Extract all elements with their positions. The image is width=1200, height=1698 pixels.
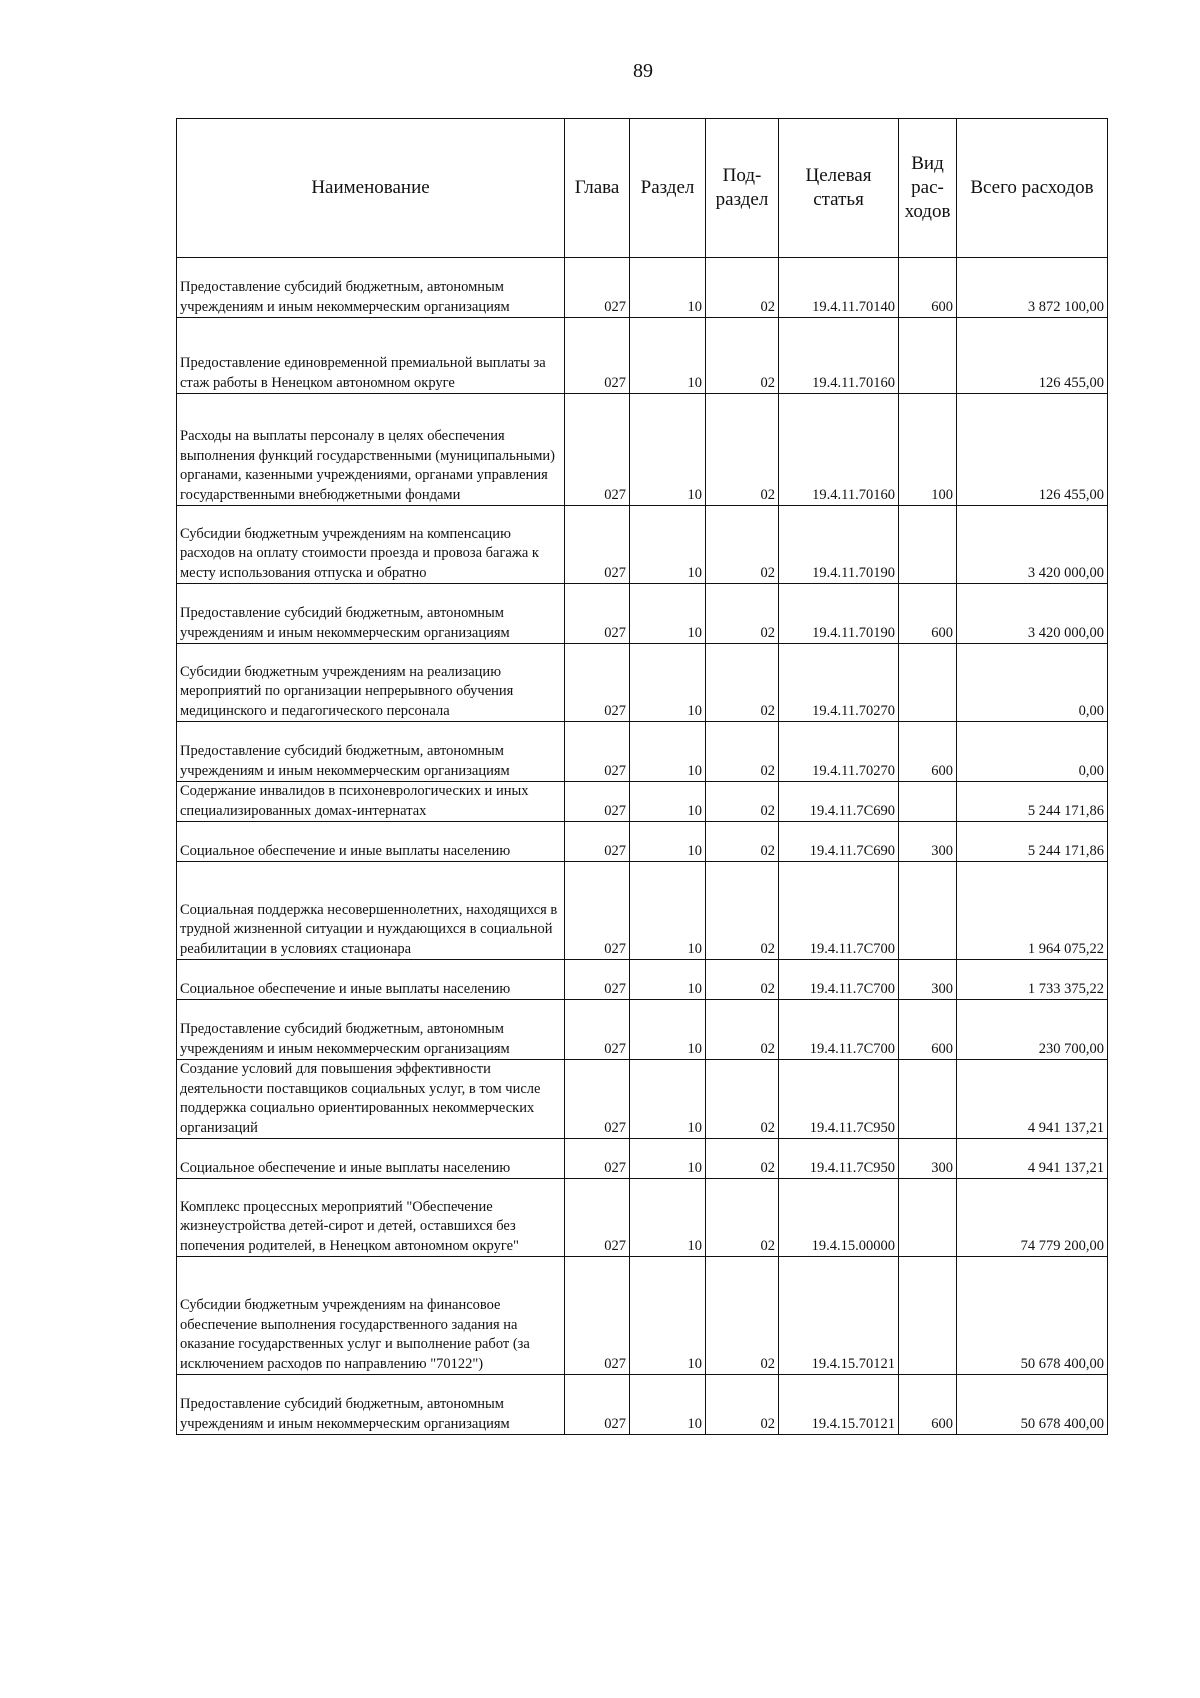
table-row bbox=[177, 1060, 1108, 1139]
cell-chapter: 027 bbox=[565, 1139, 630, 1179]
cell-expense-type: 100 bbox=[899, 394, 957, 506]
cell-section: 10 bbox=[630, 960, 706, 1000]
cell-chapter: 027 bbox=[565, 782, 630, 822]
header-chapter: Глава bbox=[565, 119, 630, 258]
header-total: Всего расходов bbox=[957, 119, 1108, 258]
cell-name: Содержание инвалидов в психоневрологических и иных специализированных домах-интернатах bbox=[177, 782, 565, 822]
cell-total: 4 941 137,21 bbox=[957, 1139, 1108, 1179]
cell-target-article: 19.4.11.70160 bbox=[779, 318, 899, 394]
cell-subsection: 02 bbox=[706, 258, 779, 318]
cell-target-article: 19.4.11.70190 bbox=[779, 506, 899, 584]
cell-name: Субсидии бюджетным учреждениям на финансовое обеспечение выполнения государственного задания на оказание государственных услуг и выполнение работ (за исключением расходов по направлению "70122") bbox=[177, 1257, 565, 1375]
cell-name: Предоставление субсидий бюджетным, автономным учреждениям и иным некоммерческим организациям bbox=[177, 258, 565, 318]
cell-section: 10 bbox=[630, 862, 706, 960]
cell-chapter: 027 bbox=[565, 258, 630, 318]
cell-section: 10 bbox=[630, 394, 706, 506]
table-row bbox=[177, 1139, 1108, 1179]
cell-expense-type: 600 bbox=[899, 722, 957, 782]
header-subsection: Под- раздел bbox=[706, 119, 779, 258]
cell-target-article: 19.4.11.70160 bbox=[779, 394, 899, 506]
table-row bbox=[177, 584, 1108, 644]
cell-target-article: 19.4.11.70270 bbox=[779, 722, 899, 782]
cell-total: 230 700,00 bbox=[957, 1000, 1108, 1060]
cell-total: 5 244 171,86 bbox=[957, 782, 1108, 822]
cell-chapter: 027 bbox=[565, 722, 630, 782]
cell-subsection: 02 bbox=[706, 862, 779, 960]
cell-subsection: 02 bbox=[706, 782, 779, 822]
cell-target-article: 19.4.11.7С950 bbox=[779, 1139, 899, 1179]
cell-target-article: 19.4.11.7С690 bbox=[779, 782, 899, 822]
table-row bbox=[177, 1375, 1108, 1435]
header-expense-type: Вид рас- ходов bbox=[899, 119, 957, 258]
cell-chapter: 027 bbox=[565, 584, 630, 644]
cell-chapter: 027 bbox=[565, 1000, 630, 1060]
cell-total: 0,00 bbox=[957, 722, 1108, 782]
cell-section: 10 bbox=[630, 1000, 706, 1060]
cell-section: 10 bbox=[630, 1257, 706, 1375]
cell-total: 5 244 171,86 bbox=[957, 822, 1108, 862]
cell-total: 4 941 137,21 bbox=[957, 1060, 1108, 1139]
cell-name: Субсидии бюджетным учреждениям на реализацию мероприятий по организации непрерывного обучения медицинского и педагогического персонала bbox=[177, 644, 565, 722]
cell-target-article: 19.4.11.7С700 bbox=[779, 862, 899, 960]
cell-expense-type bbox=[899, 1060, 957, 1139]
cell-section: 10 bbox=[630, 258, 706, 318]
cell-section: 10 bbox=[630, 644, 706, 722]
cell-name: Предоставление субсидий бюджетным, автономным учреждениям и иным некоммерческим организациям bbox=[177, 1000, 565, 1060]
table-row bbox=[177, 506, 1108, 584]
cell-total: 50 678 400,00 bbox=[957, 1257, 1108, 1375]
cell-name: Социальное обеспечение и иные выплаты населению bbox=[177, 1139, 565, 1179]
cell-chapter: 027 bbox=[565, 960, 630, 1000]
cell-total: 50 678 400,00 bbox=[957, 1375, 1108, 1435]
cell-target-article: 19.4.11.70190 bbox=[779, 584, 899, 644]
header-row bbox=[177, 119, 1108, 258]
cell-subsection: 02 bbox=[706, 318, 779, 394]
cell-subsection: 02 bbox=[706, 506, 779, 584]
cell-chapter: 027 bbox=[565, 1375, 630, 1435]
cell-expense-type bbox=[899, 318, 957, 394]
cell-expense-type bbox=[899, 644, 957, 722]
cell-name: Предоставление субсидий бюджетным, автономным учреждениям и иным некоммерческим организациям bbox=[177, 1375, 565, 1435]
table-row bbox=[177, 644, 1108, 722]
cell-target-article: 19.4.11.7С700 bbox=[779, 1000, 899, 1060]
cell-total: 1 733 375,22 bbox=[957, 960, 1108, 1000]
cell-total: 3 872 100,00 bbox=[957, 258, 1108, 318]
table-body bbox=[177, 258, 1108, 1435]
cell-subsection: 02 bbox=[706, 722, 779, 782]
cell-expense-type bbox=[899, 506, 957, 584]
cell-subsection: 02 bbox=[706, 644, 779, 722]
table-row bbox=[177, 394, 1108, 506]
page-number: 89 bbox=[633, 60, 653, 82]
header-section: Раздел bbox=[630, 119, 706, 258]
cell-section: 10 bbox=[630, 584, 706, 644]
cell-total: 126 455,00 bbox=[957, 394, 1108, 506]
cell-chapter: 027 bbox=[565, 1179, 630, 1257]
cell-subsection: 02 bbox=[706, 1060, 779, 1139]
cell-expense-type: 600 bbox=[899, 584, 957, 644]
cell-section: 10 bbox=[630, 722, 706, 782]
cell-section: 10 bbox=[630, 1139, 706, 1179]
cell-subsection: 02 bbox=[706, 584, 779, 644]
table-header bbox=[177, 119, 1108, 258]
cell-subsection: 02 bbox=[706, 1179, 779, 1257]
header-target-article: Целевая статья bbox=[779, 119, 899, 258]
cell-name: Создание условий для повышения эффективности деятельности поставщиков социальных услуг, в том числе поддержка социально ориентированных некоммерческих организаций bbox=[177, 1060, 565, 1139]
table-row bbox=[177, 318, 1108, 394]
cell-section: 10 bbox=[630, 506, 706, 584]
cell-name: Расходы на выплаты персоналу в целях обеспечения выполнения функций государственными (муниципальными) органами, казенными учреждениями, органами управления государственными внебюджетными фондами bbox=[177, 394, 565, 506]
cell-expense-type bbox=[899, 862, 957, 960]
cell-total: 3 420 000,00 bbox=[957, 584, 1108, 644]
cell-subsection: 02 bbox=[706, 960, 779, 1000]
cell-total: 74 779 200,00 bbox=[957, 1179, 1108, 1257]
cell-section: 10 bbox=[630, 1060, 706, 1139]
cell-target-article: 19.4.11.70140 bbox=[779, 258, 899, 318]
cell-subsection: 02 bbox=[706, 1375, 779, 1435]
cell-target-article: 19.4.11.7С950 bbox=[779, 1060, 899, 1139]
cell-name: Предоставление субсидий бюджетным, автономным учреждениям и иным некоммерческим организациям bbox=[177, 584, 565, 644]
table-row bbox=[177, 722, 1108, 782]
cell-name: Социальная поддержка несовершеннолетних, находящихся в трудной жизненной ситуации и нуждающихся в социальной реабилитации в условиях стационара bbox=[177, 862, 565, 960]
table-row bbox=[177, 960, 1108, 1000]
cell-total: 1 964 075,22 bbox=[957, 862, 1108, 960]
cell-chapter: 027 bbox=[565, 394, 630, 506]
cell-expense-type: 600 bbox=[899, 258, 957, 318]
cell-total: 0,00 bbox=[957, 644, 1108, 722]
cell-target-article: 19.4.11.70270 bbox=[779, 644, 899, 722]
budget-table bbox=[176, 118, 1108, 1435]
header-name: Наименование bbox=[177, 119, 565, 258]
cell-subsection: 02 bbox=[706, 1000, 779, 1060]
table-row bbox=[177, 1000, 1108, 1060]
cell-chapter: 027 bbox=[565, 506, 630, 584]
cell-expense-type: 300 bbox=[899, 1139, 957, 1179]
cell-subsection: 02 bbox=[706, 1257, 779, 1375]
cell-chapter: 027 bbox=[565, 1257, 630, 1375]
cell-section: 10 bbox=[630, 318, 706, 394]
cell-name: Предоставление субсидий бюджетным, автономным учреждениям и иным некоммерческим организациям bbox=[177, 722, 565, 782]
table-row bbox=[177, 258, 1108, 318]
cell-section: 10 bbox=[630, 1179, 706, 1257]
cell-expense-type bbox=[899, 1179, 957, 1257]
cell-name: Социальное обеспечение и иные выплаты населению bbox=[177, 822, 565, 862]
cell-expense-type bbox=[899, 782, 957, 822]
cell-chapter: 027 bbox=[565, 318, 630, 394]
cell-subsection: 02 bbox=[706, 822, 779, 862]
table-row bbox=[177, 822, 1108, 862]
cell-name: Социальное обеспечение и иные выплаты населению bbox=[177, 960, 565, 1000]
cell-chapter: 027 bbox=[565, 862, 630, 960]
cell-subsection: 02 bbox=[706, 394, 779, 506]
cell-target-article: 19.4.15.70121 bbox=[779, 1375, 899, 1435]
cell-total: 126 455,00 bbox=[957, 318, 1108, 394]
cell-expense-type: 600 bbox=[899, 1000, 957, 1060]
cell-name: Предоставление единовременной премиальной выплаты за стаж работы в Ненецком автономном округе bbox=[177, 318, 565, 394]
cell-expense-type: 300 bbox=[899, 822, 957, 862]
table-row bbox=[177, 782, 1108, 822]
cell-target-article: 19.4.15.00000 bbox=[779, 1179, 899, 1257]
table-row bbox=[177, 1179, 1108, 1257]
cell-name: Субсидии бюджетным учреждениям на компенсацию расходов на оплату стоимости проезда и провоза багажа к месту использования отпуска и обратно bbox=[177, 506, 565, 584]
cell-chapter: 027 bbox=[565, 1060, 630, 1139]
cell-target-article: 19.4.11.7С690 bbox=[779, 822, 899, 862]
cell-target-article: 19.4.15.70121 bbox=[779, 1257, 899, 1375]
cell-expense-type bbox=[899, 1257, 957, 1375]
cell-subsection: 02 bbox=[706, 1139, 779, 1179]
cell-chapter: 027 bbox=[565, 822, 630, 862]
cell-chapter: 027 bbox=[565, 644, 630, 722]
cell-total: 3 420 000,00 bbox=[957, 506, 1108, 584]
cell-expense-type: 600 bbox=[899, 1375, 957, 1435]
table-row bbox=[177, 1257, 1108, 1375]
cell-section: 10 bbox=[630, 822, 706, 862]
cell-target-article: 19.4.11.7С700 bbox=[779, 960, 899, 1000]
cell-expense-type: 300 bbox=[899, 960, 957, 1000]
cell-section: 10 bbox=[630, 1375, 706, 1435]
cell-section: 10 bbox=[630, 782, 706, 822]
cell-name: Комплекс процессных мероприятий "Обеспечение жизнеустройства детей-сирот и детей, оставшихся без попечения родителей, в Ненецком автономном округе" bbox=[177, 1179, 565, 1257]
table-row bbox=[177, 862, 1108, 960]
